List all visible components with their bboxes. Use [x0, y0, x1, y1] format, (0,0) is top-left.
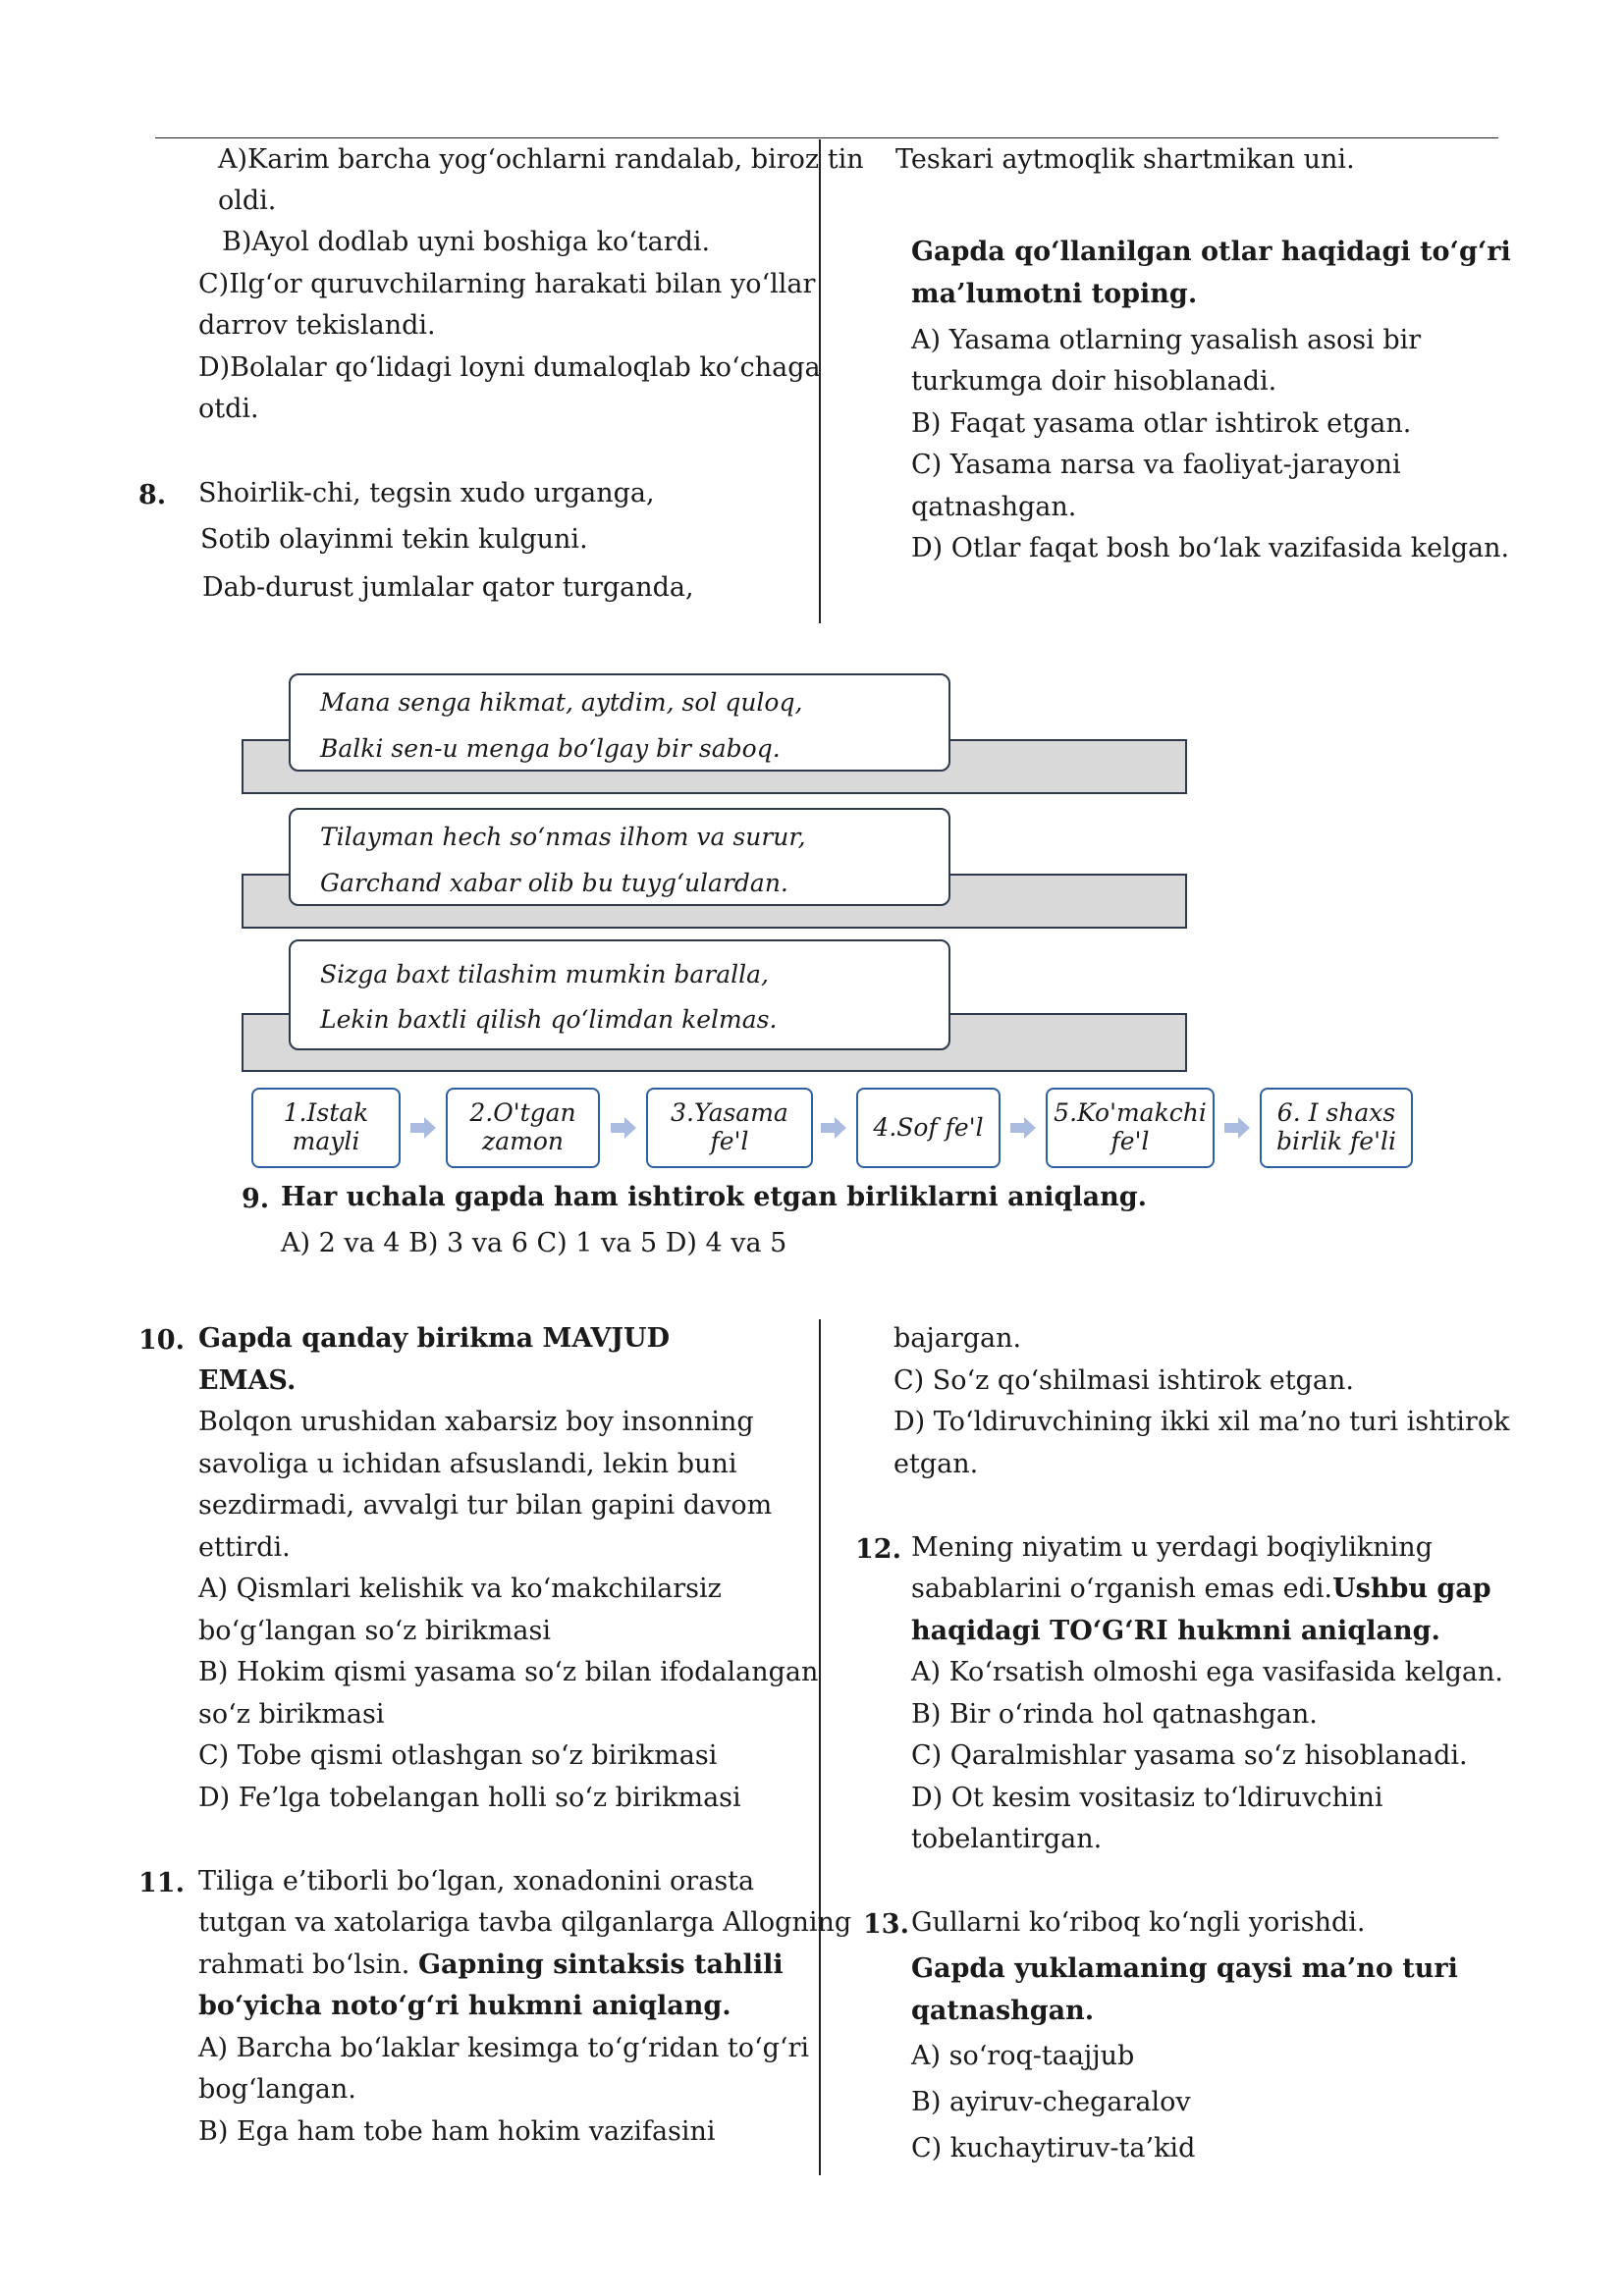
option-d: D)Bolalar qo‘lidagi loyni dumaloqlab ko‘chaga: [198, 352, 821, 383]
poem-box-2: [289, 808, 950, 906]
option-b: B) Bir o‘rinda hol qatnashgan.: [911, 1699, 1318, 1730]
option-c: C) kuchaytiruv-ta’kid: [911, 2133, 1196, 2163]
chip-text: fe'l: [1110, 1127, 1150, 1155]
poem-box-1: [289, 673, 950, 772]
body-text: rahmati bo‘lsin.: [198, 1949, 418, 1980]
option-a: A)Karim barcha yog‘ochlarni randalab, biroz tin: [218, 144, 864, 175]
option-c-cont: qatnashgan.: [911, 492, 1077, 522]
option-b: B) Hokim qismi yasama so‘z bilan ifodalangan: [198, 1657, 819, 1687]
body-line: Mening niyatim u yerdagi boqiylikning: [911, 1532, 1433, 1563]
chip-text: 1.Istak: [283, 1098, 369, 1128]
question-text: Gapning sintaksis tahlili: [417, 1949, 784, 1980]
question-text: qatnashgan.: [911, 1996, 1095, 2026]
option-c: C)Ilg‘or quruvchilarning harakati bilan yo‘llar: [198, 269, 816, 299]
arrow-right-icon: [611, 1117, 636, 1139]
chip-text: 4.Sof fe'l: [873, 1112, 984, 1142]
column-divider: [819, 139, 821, 623]
option-c: C) Tobe qismi otlashgan so‘z birikmasi: [198, 1740, 718, 1771]
body-line: ettirdi.: [198, 1532, 291, 1563]
question-text: EMAS.: [198, 1365, 297, 1396]
chip-4: [856, 1088, 1001, 1168]
body-text: sabablarini o‘rganish emas edi.: [911, 1574, 1333, 1604]
option-a: A) Barcha bo‘laklar kesimga to‘g‘ridan to‘g‘ri: [198, 2033, 810, 2063]
body-line: Tiliga e’tiborli bo‘lgan, xonadonini orasta: [198, 1866, 755, 1896]
body-line: [198, 1951, 784, 1978]
poem-line: Sizga baxt tilashim mumkin baralla,: [320, 960, 769, 988]
arrow-right-icon: [1224, 1117, 1250, 1139]
poem-line: Mana senga hikmat, aytdim, sol quloq,: [320, 688, 803, 717]
question-text: Ushbu gap: [1332, 1574, 1491, 1604]
question-text: haqidagi TO‘G‘RI hukmni aniqlang.: [911, 1616, 1440, 1646]
body-line: Bolqon urushidan xabarsiz boy insonning: [198, 1407, 754, 1437]
option-d-cont: etgan.: [893, 1449, 979, 1479]
question-number: 10.: [138, 1325, 185, 1356]
body-line: Gullarni ko‘riboq ko‘ngli yorishdi.: [911, 1907, 1366, 1938]
option-d: D) Fe’lga tobelangan holli so‘z birikmasi: [198, 1783, 741, 1813]
option-d: D) To‘ldiruvchining ikki xil ma’no turi ishtirok: [893, 1407, 1510, 1437]
chip-2: [446, 1088, 600, 1168]
chip-5: [1046, 1088, 1215, 1168]
poem-line: Teskari aytmoqlik shartmikan uni.: [895, 144, 1355, 175]
chip-text: 3.Yasama fe'l: [671, 1098, 788, 1155]
option-b-cont: so‘z birikmasi: [198, 1699, 385, 1730]
option-c-cont: darrov tekislandi.: [198, 310, 436, 341]
option-a: A) Ko‘rsatish olmoshi ega vasifasida kelgan.: [911, 1657, 1503, 1687]
option-b: B)Ayol dodlab uyni boshiga ko‘tardi.: [222, 227, 711, 257]
poem-line: Sotib olayinmi tekin kulguni.: [200, 524, 588, 555]
option-a-cont: oldi.: [218, 186, 277, 216]
option-d-cont: otdi.: [198, 394, 259, 424]
body-line: savoliga u ichidan afsuslandi, lekin buni: [198, 1449, 737, 1479]
option-d: D) Ot kesim vositasiz to‘ldiruvchini: [911, 1783, 1383, 1813]
option-d: D) Otlar faqat bosh bo‘lak vazifasida kelgan.: [911, 533, 1510, 563]
question-text: Har uchala gapda ham ishtirok etgan birliklarni aniqlang.: [281, 1182, 1148, 1212]
option-b: B) Ega ham tobe ham hokim vazifasini: [198, 2116, 716, 2147]
option-a-cont: turkumga doir hisoblanadi.: [911, 366, 1277, 397]
top-rule: [155, 137, 1498, 138]
option-c: C) Yasama narsa va faoliyat-jarayoni: [911, 450, 1401, 480]
poem-box-3: [289, 939, 950, 1050]
question-number: 13.: [863, 1909, 909, 1940]
chip-6: [1260, 1088, 1413, 1168]
option-c: C) So‘z qo‘shilmasi ishtirok etgan.: [893, 1365, 1354, 1396]
question-number: 8.: [138, 480, 167, 510]
arrow-right-icon: [1010, 1117, 1036, 1139]
poem-line: Garchand xabar olib bu tuyg‘ulardan.: [320, 869, 788, 897]
option-d-cont: tobelantirgan.: [911, 1824, 1103, 1854]
question-text: bo‘yicha noto‘g‘ri hukmni aniqlang.: [198, 1991, 731, 2021]
question-text: Gapda yuklamaning qaysi ma’no turi: [911, 1953, 1458, 1984]
body-line: [911, 1575, 1491, 1602]
chip-text: 5.Ko'makchi: [1054, 1098, 1207, 1128]
option-a-cont: bog‘langan.: [198, 2074, 356, 2105]
poem-line: Tilayman hech so‘nmas ilhom va surur,: [320, 823, 806, 851]
question-number: 9.: [242, 1184, 270, 1214]
option-c: C) Qaralmishlar yasama so‘z hisoblanadi.: [911, 1740, 1468, 1771]
question-text: Gapda qanday birikma MAVJUD: [198, 1323, 671, 1354]
option-b: B) ayiruv-chegaralov: [911, 2087, 1191, 2117]
option-a: A) Yasama otlarning yasalish asosi bir: [911, 325, 1422, 355]
chip-text: 6. I shaxs: [1276, 1098, 1396, 1128]
option-b: B) Faqat yasama otlar ishtirok etgan.: [911, 408, 1412, 439]
option-a-cont: bo‘g‘langan so‘z birikmasi: [198, 1616, 551, 1646]
arrow-right-icon: [410, 1117, 436, 1139]
column-divider: [819, 1319, 821, 2175]
body-line: sezdirmadi, avvalgi tur bilan gapini davom: [198, 1490, 773, 1521]
question-number: 11.: [138, 1868, 185, 1898]
chip-3: [646, 1088, 813, 1168]
arrow-right-icon: [821, 1117, 846, 1139]
chip-text: mayli: [292, 1127, 360, 1155]
option-a: A) so‘roq-taajjub: [911, 2041, 1135, 2071]
question-number: 12.: [855, 1534, 901, 1565]
poem-line: Dab-durust jumlalar qator turganda,: [202, 572, 694, 603]
poem-line: Balki sen-u menga bo‘lgay bir saboq.: [320, 734, 781, 763]
chip-text: zamon: [482, 1127, 564, 1155]
chip-1: [251, 1088, 401, 1168]
question-text: Gapda qo‘llanilgan otlar haqidagi to‘g‘ri: [911, 237, 1511, 267]
chip-text: birlik fe'li: [1276, 1127, 1396, 1155]
option-b-cont: bajargan.: [893, 1323, 1022, 1354]
answer-options: A) 2 va 4 B) 3 va 6 C) 1 va 5 D) 4 va 5: [281, 1228, 787, 1258]
question-text: ma’lumotni toping.: [911, 279, 1198, 309]
option-a: A) Qismlari kelishik va ko‘makchilarsiz: [198, 1574, 722, 1604]
poem-line: Lekin baxtli qilish qo‘limdan kelmas.: [320, 1005, 778, 1034]
poem-line: Shoirlik-chi, tegsin xudo urganga,: [198, 478, 655, 508]
body-line: tutgan va xatolariga tavba qilganlarga Allogning: [198, 1907, 852, 1938]
chip-text: 2.O'tgan: [469, 1098, 576, 1128]
